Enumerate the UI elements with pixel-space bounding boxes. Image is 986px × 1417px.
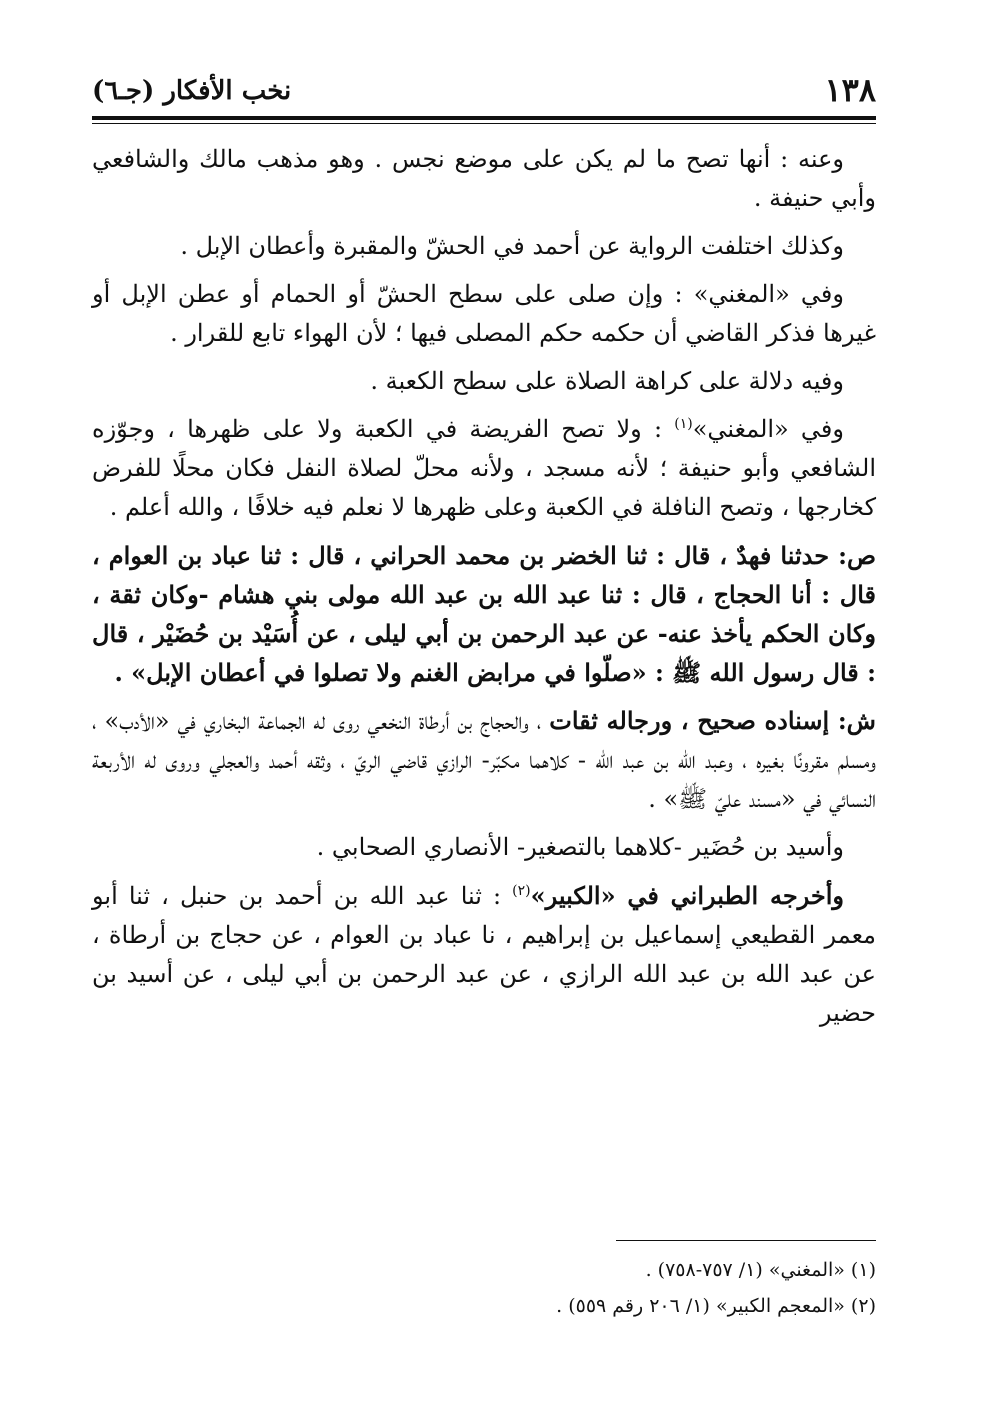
paragraph-9 [92, 876, 876, 1033]
commentary-lead: ش: إسناده صحيح ، ورجاله ثقات [549, 706, 876, 735]
footnote-ref-2: (٢) [512, 883, 531, 899]
paragraph-2: وكذلك اختلفت الرواية عن أحمد في الحشّ والمقبرة وأعطان الإبل . [180, 232, 844, 260]
paragraph-5-lead: وفي «المغني» [692, 415, 844, 443]
paragraph-9-lead: وأخرجه الطبراني في «الكبير» [530, 881, 844, 910]
page-number: ١٣٨ [824, 71, 876, 109]
paragraph-3: وفي «المغني» : وإن صلى على سطح الحشّ أو الحمام أو عطن الإبل أو غيرها فذكر القاضي أن حكمه حكم المصلى فيها ؛ لأن الهواء تابع للقرار . [92, 280, 876, 347]
running-title: نخب الأفكار (جـ٦) [92, 76, 292, 106]
paragraph-5 [92, 410, 876, 527]
paragraph-9-rest: : ثنا عبد الله بن أحمد بن حنبل ، ثنا أبو معمر القطيعي إسماعيل بن إبراهيم ، نا عباد بن العوام ، عن حجاج بن أرطاة ، عن عبد الله بن عبد الله الرازي ، عن عبد الرحمن بن أبي ليلى ، عن أسيد بن حضير [92, 882, 876, 1027]
footnote-2: (٢) «المعجم الكبير» (١/ ٢٠٦ رقم ٥٥٩) . [556, 1295, 876, 1317]
main-text [92, 140, 876, 1042]
paragraph-4: وفيه دلالة على كراهة الصلاة على سطح الكعبة . [370, 367, 844, 395]
commentary-rest: ، والحجاج بن أرطاة النخعي روى له الجماعة البخاري في «الأدب» ، ومسلم مقرونًا بغيره ، وعبد الله بن عبد الله - كلاهما مكبّر- الرازي قاضي الريّ ، وثقه أحمد والعجلي وروى له الأربعة النسائي في «مسند عليّ ﷺ» . [92, 707, 876, 813]
hadith-text: ص: حدثنا فهدٌ ، قال : ثنا الخضر بن محمد الحراني ، قال : ثنا عباد بن العوام ، قال : أنا الحجاج ، قال : ثنا عبد الله بن عبد الله مولى بني هشام -وكان ثقة ، وكان الحكم يأخذ عنه- عن عبد الرحمن بن أبي ليلى ، عن أُسَيْد بن حُضَيْر ، قال : قال رسول الله ﷺ : «صلّوا في مرابض الغنم ولا تصلوا في أعطان الإبل» . [92, 541, 876, 687]
header-rule [92, 116, 876, 120]
footnote-separator [616, 1240, 876, 1241]
paragraph-5-rest: : ولا تصح الفريضة في الكعبة ولا على ظهرها ، وجوّزه الشافعي وأبو حنيفة ؛ لأنه مسجد ، ولأنه محلّ لصلاة النفل فكان محلًا للفرض كخارجها ، وتصح النافلة في الكعبة وعلى ظهرها لا نعلم فيه خلافًا ، والله أعلم . [92, 415, 876, 521]
commentary-paragraph [92, 701, 876, 819]
footnotes [92, 1252, 876, 1324]
footnote-ref-1: (١) [674, 416, 693, 432]
page-header [92, 66, 876, 112]
footnote-1: (١) «المغني» (١/ ٧٥٧-٧٥٨) . [645, 1259, 876, 1281]
paragraph-1: وعنه : أنها تصح ما لم يكن على موضع نجس . وهو مذهب مالك والشافعي وأبي حنيفة . [92, 145, 876, 212]
header-rule-thin [92, 123, 876, 124]
paragraph-8: وأسيد بن حُضَير -كلاهما بالتصغير- الأنصاري الصحابي . [316, 833, 844, 861]
